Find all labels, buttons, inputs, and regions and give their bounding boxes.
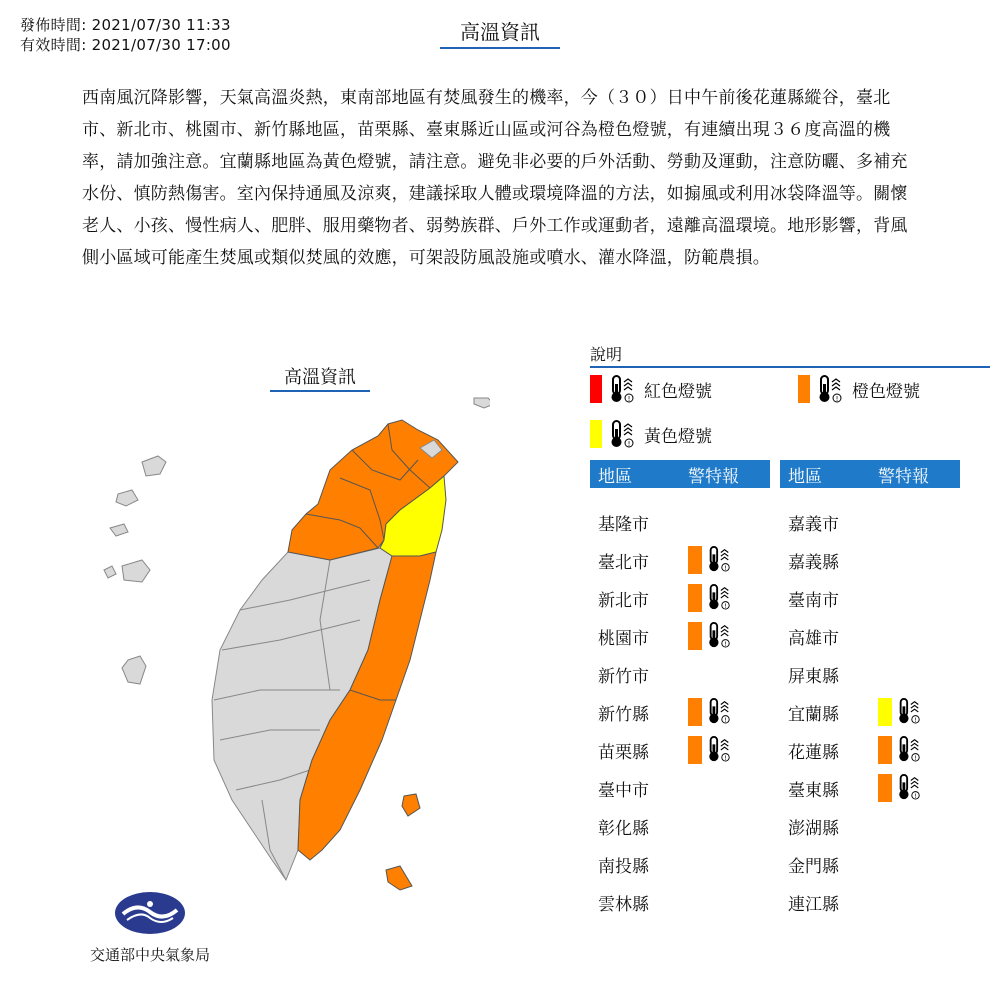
yellow-swatch <box>590 420 602 448</box>
legend-orange-label: 橙色燈號 <box>852 381 920 402</box>
thermometer-icon <box>896 772 922 807</box>
region-name: 嘉義縣 <box>788 553 839 573</box>
legend-red <box>590 374 712 404</box>
table-row <box>780 732 960 766</box>
green-island <box>402 794 420 816</box>
taiwan-map <box>90 390 490 900</box>
region-name: 臺東縣 <box>788 781 839 801</box>
region-name: 宜蘭縣 <box>788 705 839 725</box>
table-row <box>590 504 770 538</box>
svg-text:!: ! <box>724 640 727 649</box>
legend-orange <box>798 374 920 404</box>
warning-level-bar <box>688 546 702 574</box>
region-name: 南投縣 <box>598 857 649 877</box>
region-name: 金門縣 <box>788 857 839 877</box>
table-header-left <box>590 460 770 488</box>
thermometer-icon <box>706 696 732 731</box>
description-text: 西南風沉降影響，天氣高溫炎熱，東南部地區有焚風發生的機率，今（３０）日中午前後花蓮縣縱谷，臺北市、新北市、桃園市、新竹縣地區，苗栗縣、臺東縣近山區或河谷為橙色燈號，有連續出現３６度高溫的機率，請加強注意。宜蘭縣地區為黃色燈號，請注意。避免非必要的戶外活動、勞動及運動，注意防曬、多補充水份、慎防熱傷害。室內保持通風及涼爽，建議採取人體或環境降溫的方法，如搧風或利用冰袋降溫等。關懷老人、小孩、慢性病人、肥胖、服用藥物者、弱勢族群、戶外工作或運動者，遠離高溫環境。地形影響，背風側小區域可能產生焚風或類似焚風的效應，可架設防風設施或噴水、灌水降溫，防範農損。 <box>82 88 908 268</box>
region-name: 臺北市 <box>598 553 649 573</box>
warning-level-bar <box>688 622 702 650</box>
orange-swatch <box>798 375 810 403</box>
region-name: 連江縣 <box>788 895 839 915</box>
table-row <box>590 846 770 880</box>
col-region-header: 地區 <box>788 466 822 487</box>
svg-text:!: ! <box>724 602 727 611</box>
region-name: 屏東縣 <box>788 667 839 687</box>
legend-yellow <box>590 419 712 449</box>
warning-level-bar <box>878 736 892 764</box>
legend-title: 說明 <box>590 344 990 368</box>
svg-text:!: ! <box>724 754 727 763</box>
thermometer-icon <box>608 419 636 449</box>
region-name: 高雄市 <box>788 629 839 649</box>
region-name: 臺中市 <box>598 781 649 801</box>
region-name: 澎湖縣 <box>788 819 839 839</box>
region-name: 新北市 <box>598 591 649 611</box>
table-row <box>780 808 960 842</box>
thermometer-icon <box>706 620 732 655</box>
table-row <box>780 542 960 576</box>
table-row <box>590 656 770 690</box>
table-row <box>780 770 960 804</box>
table-row <box>590 694 770 728</box>
red-swatch <box>590 375 602 403</box>
svg-text:!: ! <box>627 395 631 403</box>
region-name: 桃園市 <box>598 629 649 649</box>
region-name: 彰化縣 <box>598 819 649 839</box>
thermometer-icon <box>706 544 732 579</box>
region-name: 嘉義市 <box>788 515 839 535</box>
col-warning-header: 警特報 <box>878 466 929 487</box>
region-name: 基隆市 <box>598 515 649 535</box>
agency-logo <box>113 890 187 936</box>
table-row <box>780 504 960 538</box>
region-name: 花蓮縣 <box>788 743 839 763</box>
issue-time: 發佈時間: 2021/07/30 11:33 <box>20 16 231 34</box>
warning-level-bar <box>878 698 892 726</box>
table-row <box>780 580 960 614</box>
region-name: 雲林縣 <box>598 895 649 915</box>
table-row <box>780 846 960 880</box>
warning-level-bar <box>688 698 702 726</box>
region-name: 新竹市 <box>598 667 649 687</box>
region-name: 新竹縣 <box>598 705 649 725</box>
islet-ne <box>474 398 490 408</box>
svg-text:!: ! <box>835 395 839 403</box>
map-title: 高溫資訊 <box>270 366 370 392</box>
agency-name: 交通部中央氣象局 <box>89 946 210 964</box>
thermometer-icon <box>816 374 844 404</box>
svg-text:!: ! <box>914 792 917 801</box>
col-warning-header: 警特報 <box>688 466 739 487</box>
thermometer-icon <box>608 374 636 404</box>
valid-time: 有效時間: 2021/07/30 17:00 <box>20 36 231 54</box>
region-name: 臺南市 <box>788 591 839 611</box>
agency-logo-block <box>80 890 220 965</box>
page-title: 高溫資訊 <box>440 18 560 49</box>
table-row <box>780 884 960 918</box>
table-row <box>780 694 960 728</box>
warning-level-bar <box>688 736 702 764</box>
warning-level-bar <box>688 584 702 612</box>
table-row <box>590 884 770 918</box>
thermometer-icon <box>896 696 922 731</box>
thermometer-icon <box>706 582 732 617</box>
svg-text:!: ! <box>724 564 727 573</box>
svg-text:!: ! <box>627 440 631 448</box>
thermometer-icon <box>896 734 922 769</box>
table-row <box>590 618 770 652</box>
svg-text:!: ! <box>724 716 727 725</box>
table-row <box>590 732 770 766</box>
legend-red-label: 紅色燈號 <box>644 381 712 402</box>
table-row <box>780 656 960 690</box>
table-row <box>780 618 960 652</box>
thermometer-icon <box>706 734 732 769</box>
table-row <box>590 580 770 614</box>
table-row <box>590 808 770 842</box>
table-row <box>590 770 770 804</box>
legend-yellow-label: 黃色燈號 <box>644 426 712 447</box>
col-region-header: 地區 <box>598 466 632 487</box>
orchid-island <box>386 866 412 890</box>
region-name: 苗栗縣 <box>598 743 649 763</box>
svg-text:!: ! <box>914 754 917 763</box>
penghu-islands <box>104 456 166 684</box>
warning-level-bar <box>878 774 892 802</box>
table-header-right <box>780 460 960 488</box>
table-row <box>590 542 770 576</box>
svg-text:!: ! <box>914 716 917 725</box>
